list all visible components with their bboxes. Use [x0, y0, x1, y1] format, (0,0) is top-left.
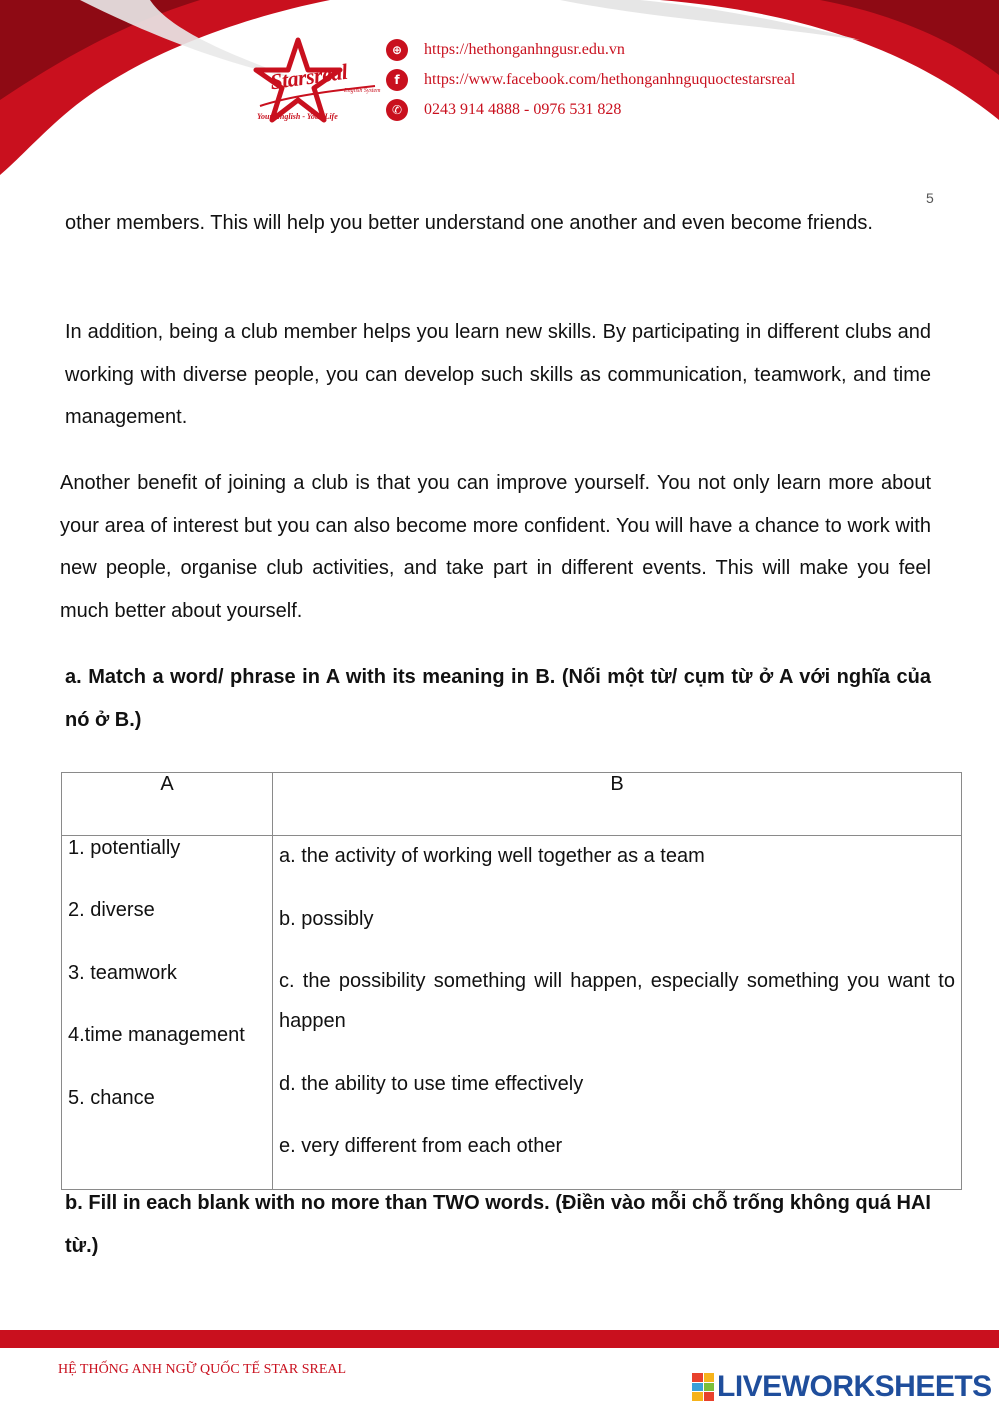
footer-bar: [0, 1330, 999, 1348]
item-b-d: d. the ability to use time effectively: [279, 1072, 584, 1095]
table-row: [62, 836, 962, 1190]
item-b-e: e. very different from each other: [279, 1135, 563, 1157]
paragraph-3: Another benefit of joining a club is that you can improve yourself. You not only learn more about your area of interest but you can also become more confident. You will have a chance to work with new people, organise club activities, and take part in different events. This will make you feel much better about yourself.: [60, 472, 931, 622]
item-b-a: a. the activity of working well together as a team: [279, 845, 705, 867]
logo-tagline: Your English - Your Life: [257, 112, 338, 121]
phone-contact: [386, 99, 621, 121]
footer-organization: HỆ THỐNG ANH NGỮ QUỐC TẾ STAR SREAL: [58, 1362, 347, 1377]
globe-icon: ⊕: [386, 39, 408, 61]
column-b-header: B: [273, 773, 962, 836]
column-a-items: [62, 836, 273, 1190]
website-text: https://hethonganhngusr.edu.vn: [424, 41, 625, 58]
item-a-3: 3. teamwork: [68, 961, 177, 984]
facebook-text: https://www.facebook.com/hethonganhnguquoctestarsreal: [424, 71, 796, 88]
paragraph-1: other members. This will help you better understand one another and even become friends.: [65, 212, 873, 234]
liveworksheets-brand: LIVEWORKSHEETS: [717, 1370, 992, 1403]
website-link[interactable]: [386, 39, 625, 61]
item-a-2: 2. diverse: [68, 899, 155, 922]
column-b-items: [273, 836, 962, 1190]
item-a-5: 5. chance: [68, 1086, 155, 1109]
column-a-header: A: [62, 773, 273, 836]
liveworksheets-icon: [692, 1373, 714, 1401]
page-number: 5: [926, 190, 934, 206]
item-a-1: 1. potentially: [68, 837, 181, 859]
logo-subtitle: English System: [344, 88, 381, 94]
task-a-instruction: a. Match a word/ phrase in A with its meaning in B. (Nối một từ/ cụm từ ở A với nghĩa của nó ở B.): [65, 666, 931, 731]
liveworksheets-logo[interactable]: [692, 1370, 992, 1404]
matching-table: [61, 772, 962, 1190]
item-b-b: b. possibly: [279, 907, 374, 930]
phone-text: 0243 914 4888 - 0976 531 828: [424, 101, 622, 118]
item-b-c: c. the possibility something will happen, especially something you want to happen: [279, 970, 955, 1032]
task-b-instruction: b. Fill in each blank with no more than TWO words. (Điền vào mỗi chỗ trống không quá HAI từ.): [65, 1192, 931, 1257]
item-a-4: 4.time management: [68, 1024, 245, 1047]
logo-name: Starsreal: [268, 58, 349, 95]
facebook-icon: f: [386, 69, 408, 91]
paragraph-2: In addition, being a club member helps you learn new skills. By participating in different clubs and working with diverse people, you can develop such skills as communication, teamwork, and time management.: [65, 321, 931, 428]
phone-icon: ✆: [386, 99, 408, 121]
table-header-row: [62, 773, 962, 836]
facebook-link[interactable]: [386, 69, 795, 91]
